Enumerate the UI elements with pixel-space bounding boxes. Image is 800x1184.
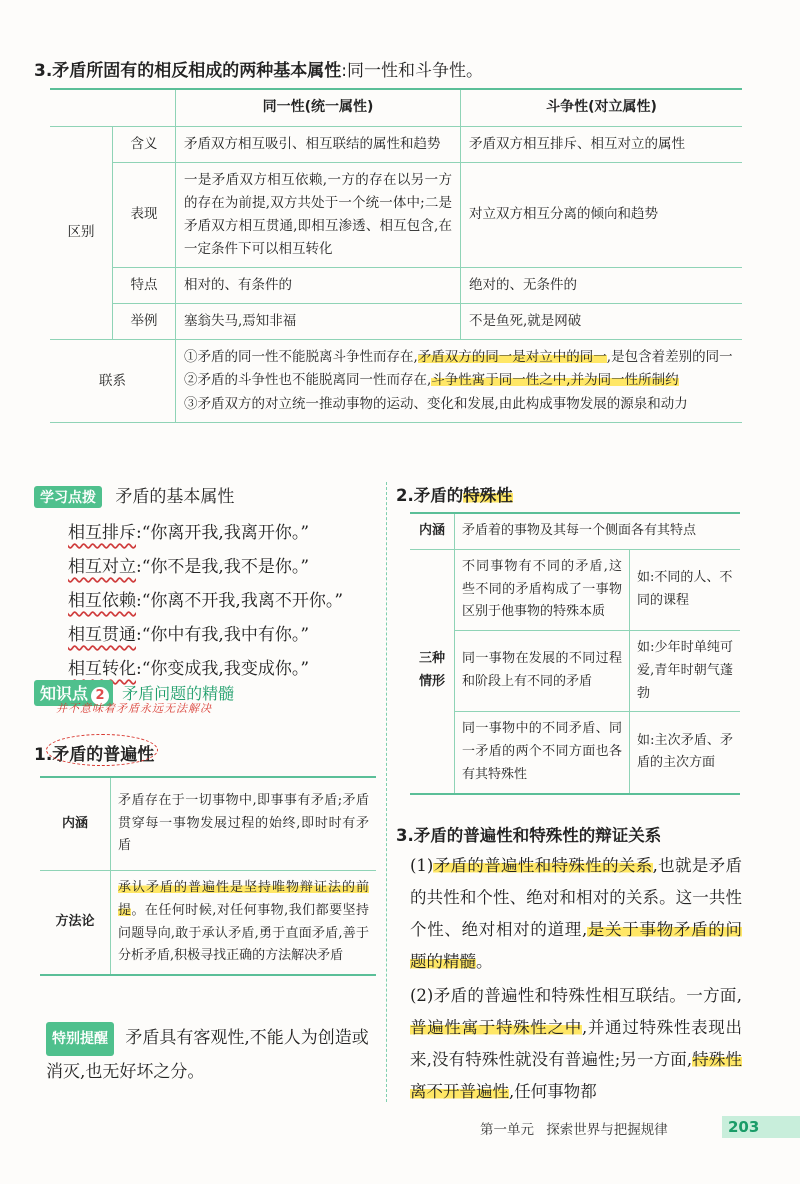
row-label: 含义 [113, 127, 176, 163]
knowledge-point-number: 2 [91, 687, 109, 705]
special-tip [46, 1022, 380, 1088]
row-label: 表现 [113, 162, 176, 267]
section-heading [34, 56, 483, 81]
page-number: 203 [722, 1116, 800, 1138]
case-desc: 同一事物在发展的不同过程和阶段上有不同的矛盾 [455, 631, 630, 712]
dialectic-heading: 3.矛盾的普遍性和特殊性的辩证关系 [396, 826, 662, 845]
heading-rest: :同一性和斗争性。 [341, 61, 484, 81]
universality-meaning-label: 内涵 [40, 777, 111, 871]
special-tip-text: 矛盾具有客观性,不能人为创造或消灭,也无好坏之分。 [46, 1028, 369, 1082]
comparison-table [50, 88, 742, 423]
universality-heading-circle [46, 734, 158, 766]
cell-struggle: 矛盾双方相互排斥、相互对立的属性 [461, 127, 743, 163]
case-example: 如:少年时单纯可爱,青年时朝气蓬勃 [630, 631, 741, 712]
group-label-difference: 区别 [50, 127, 113, 340]
particularity-table [410, 512, 740, 795]
table-header-empty [50, 89, 176, 127]
column-divider [386, 482, 387, 1102]
footer-title: 探索世界与把握规律 [546, 1122, 668, 1138]
table-header-identity: 同一性(统一属性) [176, 89, 461, 127]
link-line: ③矛盾双方的对立统一推动事物的运动、变化和发展,由此构成事物发展的源泉和动力 [184, 395, 688, 412]
cell-identity: 塞翁失马,焉知非福 [176, 303, 461, 339]
row-label: 举例 [113, 303, 176, 339]
tip-line: 相互转化:“你变成我,我变成你。” [68, 659, 310, 679]
dialectic-paragraph-2: (2)矛盾的普遍性和特殊性相互联结。一方面,普遍性寓于特殊性之中,并通过特殊性表现出来,没有特殊性就没有普遍性;另一方面,特殊性离不开普遍性,任何事物都 [410, 986, 743, 1101]
cell-struggle: 绝对的、无条件的 [461, 267, 743, 303]
cell-identity: 矛盾双方相互吸引、相互联结的属性和趋势 [176, 127, 461, 163]
particularity-cases-label: 三种情形 [410, 549, 455, 793]
handwritten-note: 并不意味着矛盾永远无法解决 [56, 702, 212, 715]
special-tip-badge: 特别提醒 [46, 1022, 114, 1056]
universality-meaning: 矛盾存在于一切事物中,即事事有矛盾;矛盾贯穿每一事物发展过程的始终,即时时有矛盾 [111, 777, 377, 871]
tip-line: 相互贯通:“你中有我,我中有你。” [68, 625, 310, 645]
particularity-meaning-label: 内涵 [410, 513, 455, 549]
tip-line: 相互依赖:“你离不开我,我离不开你。” [68, 591, 344, 611]
knowledge-point-title: 矛盾问题的精髓 [122, 684, 235, 703]
study-tip-title: 矛盾的基本属性 [115, 487, 235, 507]
universality-table [40, 776, 376, 976]
particularity-meaning: 矛盾着的事物及其每一个侧面各有其特点 [455, 513, 741, 549]
particularity-heading: 2.矛盾的特殊性 [396, 486, 513, 505]
link-line: ②矛盾的斗争性也不能脱离同一性而存在,斗争性寓于同一性之中,并为同一性所制约 [184, 372, 679, 389]
knowledge-point-badge: 知识点 2 [34, 680, 113, 706]
universality-method-label: 方法论 [40, 871, 111, 976]
link-content [176, 339, 743, 423]
case-example: 如:主次矛盾、矛盾的主次方面 [630, 712, 741, 794]
universality-heading: 1.矛盾的普遍性 [34, 745, 155, 765]
study-tip-badge: 学习点拨 [34, 486, 102, 508]
table-header-struggle: 斗争性(对立属性) [461, 89, 743, 127]
universality-method: 承认矛盾的普遍性是坚持唯物辩证法的前提。在任何时候,对任何事物,我们都要坚持问题导向,敢于承认矛盾,勇于直面矛盾,善于分析矛盾,积极寻找正确的方法解决矛盾 [111, 871, 377, 976]
footer-unit: 第一单元 [480, 1122, 534, 1138]
page-footer [480, 1118, 668, 1138]
row-label: 特点 [113, 267, 176, 303]
dialectic-paragraph-1: (1)矛盾的普遍性和特殊性的关系,也就是矛盾的共性和个性、绝对和相对的关系。这一共性个性、绝对相对的道理,是关于事物矛盾的问题的精髓。 [410, 856, 743, 971]
case-example: 如:不同的人、不同的课程 [630, 549, 741, 630]
heading-lead: 3.矛盾所固有的相反相成的两种基本属性 [34, 61, 342, 81]
cell-struggle: 不是鱼死,就是网破 [461, 303, 743, 339]
cell-identity: 一是矛盾双方相互依赖,一方的存在以另一方的存在为前提,双方共处于一个统一体中;二是矛盾双方相互贯通,即相互渗透、相互包含,在一定条件下可以相互转化 [176, 162, 461, 267]
cell-identity: 相对的、有条件的 [176, 267, 461, 303]
study-tip [34, 482, 379, 686]
case-desc: 不同事物有不同的矛盾,这些不同的矛盾构成了一事物区别于他事物的特殊本质 [455, 549, 630, 630]
tip-line: 相互排斥:“你离开我,我离开你。” [68, 523, 310, 543]
case-desc: 同一事物中的不同矛盾、同一矛盾的两个不同方面也各有其特殊性 [455, 712, 630, 794]
cell-struggle: 对立双方相互分离的倾向和趋势 [461, 162, 743, 267]
link-label: 联系 [50, 339, 176, 423]
link-line: ①矛盾的同一性不能脱离斗争性而存在,矛盾双方的同一是对立中的同一,是包含着差别的同一 [184, 348, 733, 365]
tip-line: 相互对立:“你不是我,我不是你。” [68, 557, 310, 577]
